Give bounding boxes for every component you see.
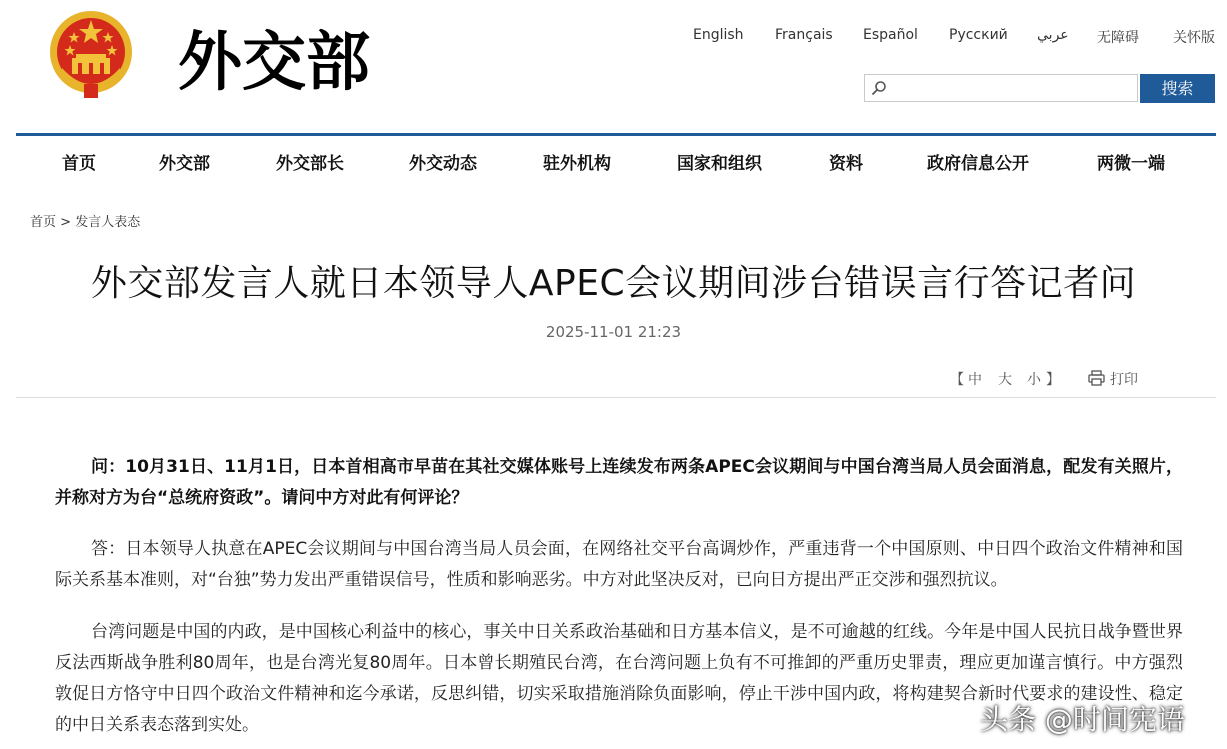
nav-item-countries-organizations[interactable]: 国家和组织 <box>677 154 762 174</box>
watermark-label: 头条 @时间宪语 <box>980 703 1185 736</box>
printer-icon[interactable] <box>1088 370 1105 386</box>
nav-item-government-info[interactable]: 政府信息公开 <box>927 154 1029 174</box>
nav-item-missions-abroad[interactable]: 驻外机构 <box>543 154 611 174</box>
search-icon <box>871 80 887 96</box>
breadcrumb <box>30 211 140 230</box>
font-size-small[interactable]: 小 <box>1027 372 1041 388</box>
search-button[interactable]: 搜索 <box>1140 74 1215 103</box>
header-divider <box>16 133 1216 136</box>
question-paragraph: 问：10月31日、11月1日，日本首相高市早苗在其社交媒体账号上连续发布两条APEC会议期间与中国台湾当局人员会面消息，配发有关照片，并称对方为台“总统府资政”。请问中方对此有何评论？ <box>55 457 1183 508</box>
lang-english[interactable]: English <box>693 27 744 43</box>
breadcrumb-current[interactable]: 发言人表态 <box>75 215 141 230</box>
lang-arabic[interactable]: عربي <box>1037 27 1069 43</box>
logo-text: 外交部 <box>178 25 370 100</box>
nav-item-home[interactable]: 首页 <box>62 154 96 174</box>
nav-item-diplomatic-news[interactable]: 外交动态 <box>409 154 477 174</box>
font-size-bracket-close: 】 <box>1046 372 1060 388</box>
font-size-bracket-open: 【 <box>950 372 964 388</box>
lang-french[interactable]: Français <box>775 27 833 43</box>
article-title: 外交部发言人就日本领导人APEC会议期间涉台错误言行答记者问 <box>90 263 1137 304</box>
site-header <box>0 0 1227 134</box>
print-label[interactable]: 打印 <box>1110 372 1138 388</box>
breadcrumb-home[interactable]: 首页 <box>30 215 57 230</box>
nav-item-ministry[interactable]: 外交部 <box>159 154 210 174</box>
answer-paragraph-1: 答：日本领导人执意在APEC会议期间与中国台湾当局人员会面，在网络社交平台高调炒作，严重违背一个中国原则、中日四个政治文件精神和国际关系基本准则，对“台独”势力发出严重错误信号，性质和影响恶劣。中方对此坚决反对，已向日方提出严正交涉和强烈抗议。 <box>55 539 1183 590</box>
ministry-calligraphy-logo[interactable] <box>178 8 408 126</box>
lang-spanish[interactable]: Español <box>863 27 918 43</box>
search-input[interactable] <box>891 77 1135 101</box>
nav-item-minister[interactable]: 外交部长 <box>276 154 344 174</box>
lang-accessibility[interactable]: 无障碍 <box>1097 30 1139 46</box>
main-nav <box>0 149 1227 175</box>
search-field <box>864 74 1138 102</box>
lang-russian[interactable]: Русский <box>949 27 1008 43</box>
article-tools <box>0 369 1227 387</box>
font-size-large[interactable]: 中 <box>968 372 982 388</box>
answer-paragraph-2: 台湾问题是中国的内政，是中国核心利益中的核心，事关中日关系政治基础和日方基本信义，是不可逾越的红线。今年是中国人民抗日战争暨世界反法西斯战争胜利80周年，也是台湾光复80周年。日本曾长期殖民台湾，在台湾问题上负有不可推卸的严重历史罪责，理应更加谨言慎行。中方强烈敦促日方恪守中日四个政治文件精神和迄今承诺，反思纠错，切实采取措施消除负面影响，停止干涉中国内政，将构建契合新时代要求的建设性、稳定的中日关系表态落到实处。 <box>55 622 1183 735</box>
breadcrumb-separator: > <box>60 215 72 230</box>
lang-care-mode[interactable]: 关怀版 <box>1173 30 1215 46</box>
nav-item-resources[interactable]: 资料 <box>829 154 863 174</box>
font-size-medium[interactable]: 大 <box>998 372 1012 388</box>
content-divider <box>16 397 1216 398</box>
article-date: 2025-11-01 21:23 <box>545 323 682 341</box>
national-emblem-icon[interactable] <box>48 8 134 100</box>
language-bar <box>0 27 1227 47</box>
nav-item-social-media[interactable]: 两微一端 <box>1097 154 1165 174</box>
